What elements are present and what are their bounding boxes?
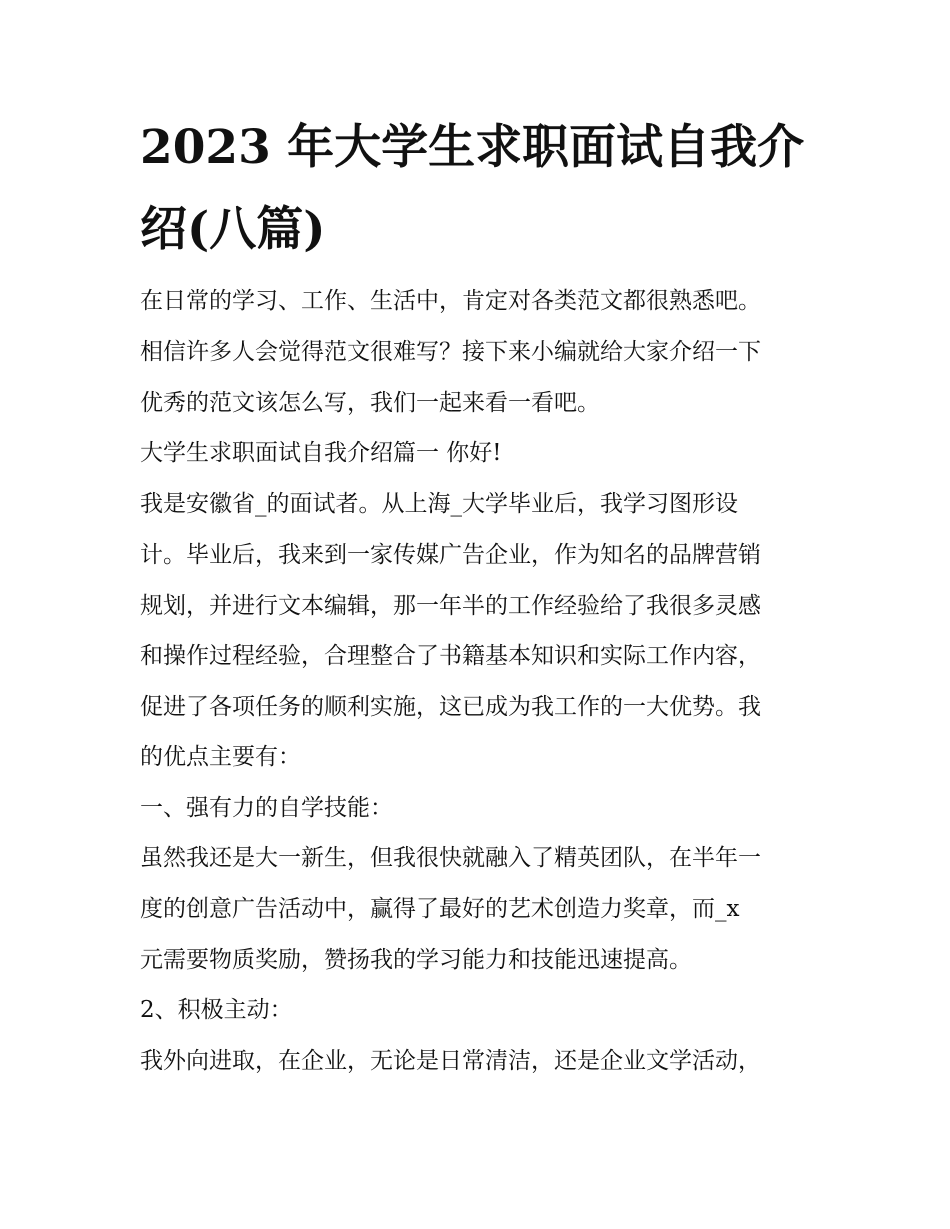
paragraph-line: 的优点主要有： [140,744,301,770]
paragraph-line: 规划，并进行文本编辑，那一年半的工作经验给了我很多灵感 [140,593,761,619]
document-title-line-1: 2023 年大学生求职面试自我介 [140,120,805,175]
paragraph-line: 我是安徽省_的面试者。从上海_大学毕业后，我学习图形设 [140,491,738,517]
paragraph-line: 计。毕业后，我来到一家传媒广告企业，作为知名的品牌营销 [140,542,761,568]
section-heading-line: 大学生求职面试自我介绍篇一 你好! [140,440,502,466]
paragraph-line: 优秀的范文该怎么写，我们一起来看一看吧。 [140,390,600,416]
paragraph-line: 和操作过程经验，合理整合了书籍基本知识和实际工作内容， [140,643,761,669]
document-title-line-2: 绍(八篇) [140,202,326,257]
paragraph-line: 度的创意广告活动中，赢得了最好的艺术创造力奖章，而_x [140,896,740,922]
paragraph-line: 促进了各项任务的顺利实施，这已成为我工作的一大优势。我 [140,694,761,720]
subheading-line: 2、积极主动： [140,997,293,1023]
paragraph-line: 元需要物质奖励，赞扬我的学习能力和技能迅速提高。 [140,947,692,973]
paragraph-line: 相信许多人会觉得范文很难写？接下来小编就给大家介绍一下 [140,339,761,365]
paragraph-line: 虽然我还是大一新生，但我很快就融入了精英团队，在半年一 [140,845,761,871]
paragraph-line: 在日常的学习、工作、生活中，肯定对各类范文都很熟悉吧。 [140,288,761,314]
paragraph-line: 我外向进取，在企业，无论是日常清洁，还是企业文学活动， [140,1048,761,1074]
subheading-line: 一、强有力的自学技能： [140,795,393,821]
